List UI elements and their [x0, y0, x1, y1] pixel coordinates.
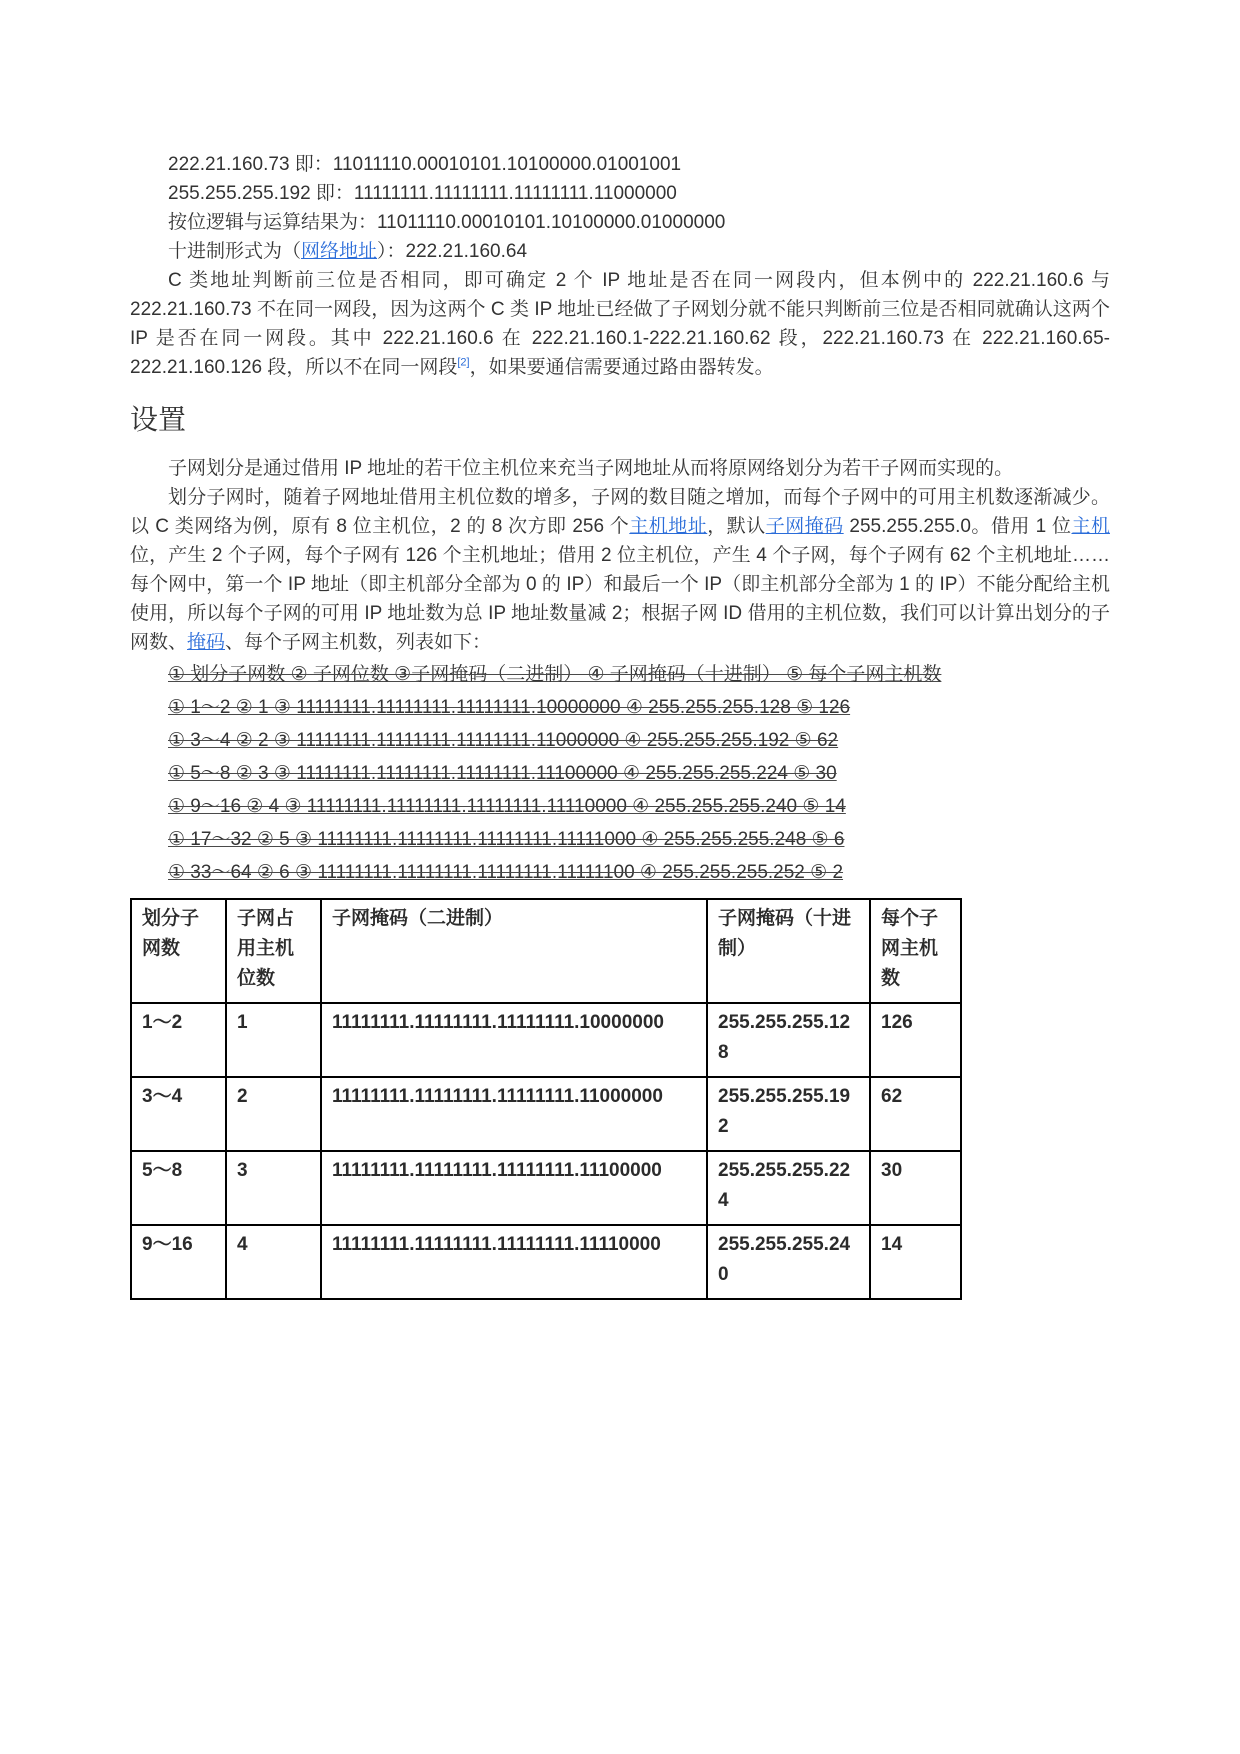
article-content — [130, 150, 1110, 1300]
paragraph-subnet-definition — [130, 454, 1110, 483]
network-address-link[interactable]: 网络地址 — [301, 241, 378, 262]
subnet-explain-seg4: 位，产生 2 个子网，每个子网有 126 个主机地址；借用 2 位主机位，产生 4 个子网，每个子网有 62 个主机地址……每个网中，第一个 IP 地址（即主机部分全部为 0 的 IP）和最后一个 IP（即主机部分全部为 1 的 IP）不能分配给主机使用，所以每个子网的可用 IP 地址数为总 IP 地址数量减 2；根据子网 ID 借用的主机位数，我们可以计算出划分的子网数、 — [130, 545, 1110, 653]
table-header-subnet-count: 划分子网数 — [131, 899, 226, 1003]
table-cell-borrowed-bits: 1 — [226, 1003, 321, 1077]
table-cell-subnet-count: 9～16 — [131, 1225, 226, 1299]
subnet-explain-seg2: ，默认 — [707, 516, 766, 537]
table-cell-hosts: 30 — [870, 1151, 961, 1225]
intro-line-binary-mask — [130, 179, 1110, 208]
host-address-link[interactable]: 主机地址 — [629, 516, 708, 537]
table-cell-hosts: 14 — [870, 1225, 961, 1299]
struck-line-4: ① 9～16 ② 4 ③ 11111111.11111111.11111111.11110000 ④ 255.255.255.240 ⑤ 14 — [168, 796, 846, 817]
paragraph-subnet-explain — [130, 483, 1110, 657]
table-cell-hosts: 126 — [870, 1003, 961, 1077]
table-row — [131, 1225, 961, 1299]
table-cell-subnet-count: 3～4 — [131, 1077, 226, 1151]
intro-line4-pre: 十进制形式为（ — [168, 241, 302, 262]
intro-line-and-result — [130, 208, 1110, 237]
table-cell-mask-decimal: 255.255.255.240 — [707, 1225, 870, 1299]
paragraph-class-c — [130, 266, 1110, 382]
struck-line-5: ① 17～32 ② 5 ③ 11111111.11111111.11111111.11111000 ④ 255.255.255.248 ⑤ 6 — [168, 829, 845, 850]
paragraph-subnet-definition-text: 子网划分是通过借用 IP 地址的若干位主机位来充当子网地址从而将原网络划分为若干子网而实现的。 — [168, 458, 1014, 479]
intro-line4-post: ）：222.21.160.64 — [377, 241, 528, 262]
table-row — [131, 1003, 961, 1077]
table-cell-subnet-count: 1～2 — [131, 1003, 226, 1077]
table-header-mask-binary: 子网掩码（二进制） — [321, 899, 707, 1003]
intro-line3-text: 按位逻辑与运算结果为：11011110.00010101.10100000.01000000 — [168, 212, 726, 233]
section-heading-settings: 设置 — [130, 404, 187, 435]
table-header-mask-decimal: 子网掩码（十进制） — [707, 899, 870, 1003]
struck-line-6: ① 33～64 ② 6 ③ 11111111.11111111.11111111.11111100 ④ 255.255.255.252 ⑤ 2 — [168, 862, 844, 883]
table-cell-hosts: 62 — [870, 1077, 961, 1151]
struck-line-1: ① 1～2 ② 1 ③ 11111111.11111111.11111111.10000000 ④ 255.255.255.128 ⑤ 126 — [168, 697, 851, 718]
mask-link[interactable]: 掩码 — [187, 632, 226, 653]
subnet-table — [130, 898, 962, 1300]
table-cell-mask-decimal: 255.255.255.192 — [707, 1077, 870, 1151]
intro-line2-text: 255.255.255.192 即：11111111.11111111.11111111.11000000 — [168, 183, 677, 204]
table-row — [131, 1077, 961, 1151]
intro-line-binary-ip — [130, 150, 1110, 179]
table-cell-mask-binary: 11111111.11111111.11111111.11110000 — [321, 1225, 707, 1299]
reference-2-link[interactable]: [2] — [457, 356, 470, 369]
paragraph-class-c-text: C 类地址判断前三位是否相同，即可确定 2 个 IP 地址是否在同一网段内，但本例中的 222.21.160.6 与 222.21.160.73 不在同一网段，因为这两个 C 类 IP 地址已经做了子网划分就不能只判断前三位是否相同就确认这两个 IP 是否在同一网段。其中 222.21.160.6 在 222.21.160.1-222.21.160.62 段，222.21.160.73 在 222.21.160.65-222.21.160.126 段，所以不在同一网段 — [130, 270, 1110, 378]
table-cell-mask-binary: 11111111.11111111.11111111.11000000 — [321, 1077, 707, 1151]
table-header-borrowed-bits: 子网占用主机位数 — [226, 899, 321, 1003]
struck-line-3: ① 5～8 ② 3 ③ 11111111.11111111.11111111.11100000 ④ 255.255.255.224 ⑤ 30 — [168, 763, 837, 784]
table-cell-borrowed-bits: 3 — [226, 1151, 321, 1225]
table-cell-mask-decimal: 255.255.255.224 — [707, 1151, 870, 1225]
struck-line-legend: ① 划分子网数 ② 子网位数 ③子网掩码（二进制） ④ 子网掩码（十进制） ⑤ 每个子网主机数 — [168, 664, 942, 685]
struck-line-2: ① 3～4 ② 2 ③ 11111111.11111111.11111111.11000000 ④ 255.255.255.192 ⑤ 62 — [168, 730, 839, 751]
table-cell-borrowed-bits: 2 — [226, 1077, 321, 1151]
subnet-explain-seg5: 、每个子网主机数，列表如下： — [225, 632, 492, 653]
host-link[interactable]: 主机 — [1071, 516, 1110, 537]
table-cell-mask-decimal: 255.255.255.128 — [707, 1003, 870, 1077]
table-cell-mask-binary: 11111111.11111111.11111111.10000000 — [321, 1003, 707, 1077]
table-row — [131, 1151, 961, 1225]
table-cell-mask-binary: 11111111.11111111.11111111.11100000 — [321, 1151, 707, 1225]
table-cell-borrowed-bits: 4 — [226, 1225, 321, 1299]
subnet-mask-link[interactable]: 子网掩码 — [765, 516, 844, 537]
subnet-explain-seg1: 划分子网时，随着子网地址借用主机位数的增多，子网的数目随之增加，而每个子网中的可用主机数逐渐减少。以 C 类网络为例，原有 8 位主机位，2 的 8 次方即 256 个 — [130, 487, 1110, 537]
intro-line-decimal — [130, 237, 1110, 266]
table-header-row — [131, 899, 961, 1003]
table-header-hosts-per-subnet: 每个子网主机数 — [870, 899, 961, 1003]
intro-line1-text: 222.21.160.73 即：11011110.00010101.10100000.01001001 — [168, 154, 682, 175]
paragraph-class-c-tail: ，如果要通信需要通过路由器转发。 — [469, 357, 774, 378]
subnet-explain-seg3: 255.255.255.0。借用 1 位 — [843, 516, 1072, 537]
table-cell-subnet-count: 5～8 — [131, 1151, 226, 1225]
